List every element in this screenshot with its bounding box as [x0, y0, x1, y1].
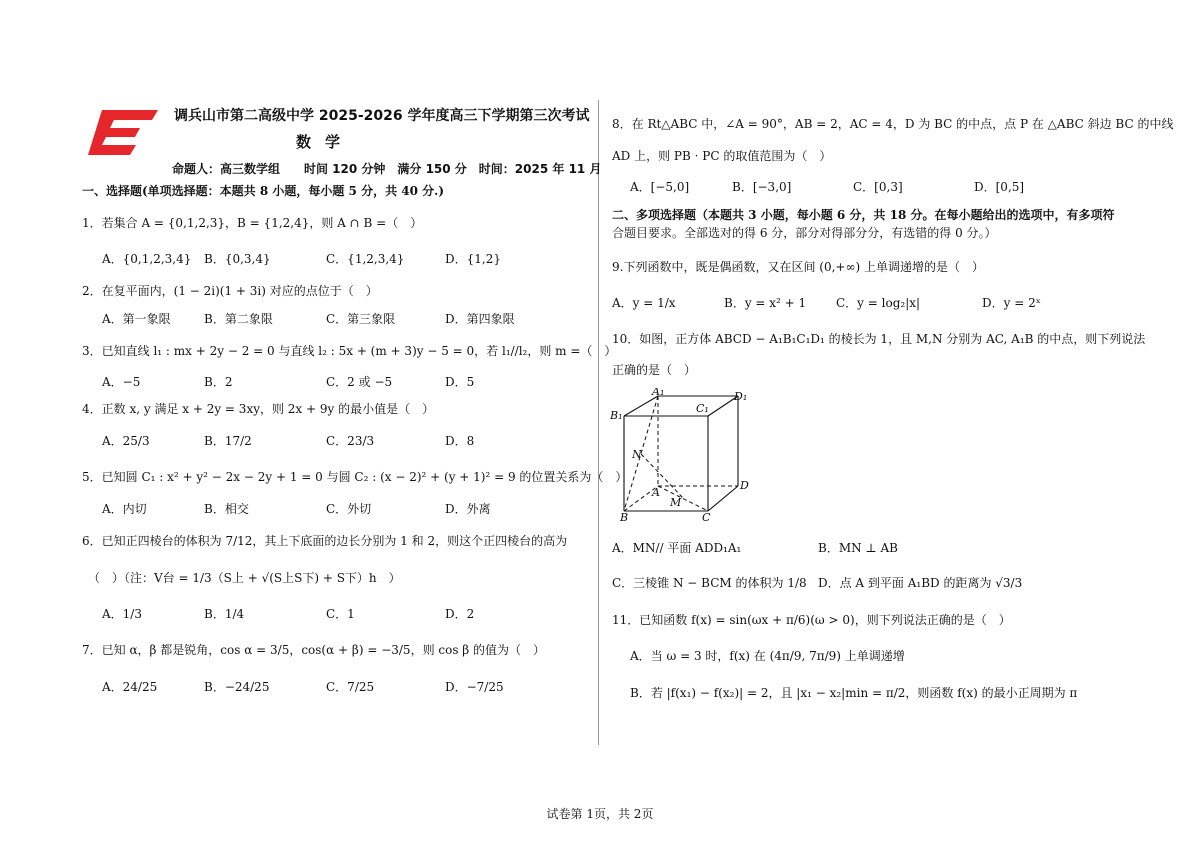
segment-n-m — [641, 454, 683, 498]
q1-option-a: A．{0,1,2,3,4} — [102, 252, 192, 266]
q10-option-c: C．三棱锥 N − BCM 的体积为 1/8 — [612, 576, 807, 590]
q3-option-d: D．5 — [445, 375, 475, 389]
q5-stem: 5．已知圆 C₁ : x² + y² − 2x − 2y + 1 = 0 与圆 C₂ : (x − 2)² + (y + 1)² = 9 的位置关系为（ ） — [82, 470, 628, 484]
q5-option-c: C．外切 — [326, 502, 372, 516]
q4-option-c: C．23/3 — [326, 434, 375, 448]
q1-option-b: B．{0,3,4} — [204, 252, 271, 266]
q6-option-a: A．1/3 — [102, 607, 142, 621]
column-divider — [598, 100, 599, 745]
diag-a-c — [658, 486, 708, 511]
q1-stem: 1．若集合 A = {0,1,2,3}，B = {1,2,4}，则 A ∩ B =（ ） — [82, 216, 423, 230]
q7-stem: 7．已知 α，β 都是锐角，cos α = 3/5，cos(α + β) = −3/5，则 cos β 的值为（ ） — [82, 643, 546, 657]
q10-option-d: D．点 A 到平面 A₁BD 的距离为 √3/3 — [818, 576, 1023, 590]
section2-heading: 二、多项选择题（本题共 3 小题，每小题 6 分，共 18 分。在每小题给出的选项中，有多项符 — [612, 208, 1115, 222]
q5-option-b: B．相交 — [204, 502, 249, 516]
q8-option-c: C．[0,3] — [853, 180, 903, 194]
q9-stem: 9.下列函数中，既是偶函数，又在区间 (0,+∞) 上单调递增的是（ ） — [612, 260, 984, 274]
q8-option-d: D．[0,5] — [974, 180, 1025, 194]
q6-formula-note: （ ）（注：V台 = 1/3（S上 + √(S上S下) + S下）h ） — [88, 571, 401, 585]
q5-option-a: A．内切 — [102, 502, 147, 516]
q4-stem: 4．正数 x, y 满足 x + 2y = 3xy，则 2x + 9y 的最小值是（ ） — [82, 402, 435, 416]
q3-option-a: A．−5 — [102, 375, 141, 389]
q7-option-d: D．−7/25 — [445, 680, 504, 694]
q6-option-b: B．1/4 — [204, 607, 245, 621]
q9-option-a: A．y = 1/x — [612, 296, 676, 310]
q10-stem: 10．如图，正方体 ABCD − A₁B₁C₁D₁ 的棱长为 1，且 M,N 分别为 AC, A₁B 的中点，则下列说法 — [612, 332, 1146, 346]
cube-figure — [610, 388, 760, 523]
exam-title: 调兵山市第二高级中学 2025-2026 学年度高三下学期第三次考试 — [174, 108, 590, 124]
label-n: N — [632, 448, 642, 461]
q11-option-b: B．若 |f(x₁) − f(x₂)| = 2，且 |x₁ − x₂|min = π/2，则函数 f(x) 的最小正周期为 π — [630, 686, 1078, 700]
q7-option-b: B．−24/25 — [204, 680, 270, 694]
q2-option-b: B．第二象限 — [204, 312, 273, 326]
q4-option-d: D．8 — [445, 434, 475, 448]
label-b: B — [620, 511, 629, 523]
q7-option-c: C．7/25 — [326, 680, 375, 694]
q10-stem-cont: 正确的是（ ） — [612, 363, 697, 377]
q9-option-b: B．y = x² + 1 — [724, 296, 807, 310]
q7-option-a: A．24/25 — [102, 680, 158, 694]
label-c: C — [702, 511, 711, 523]
section1-heading: 一、选择题(单项选择题：本题共 8 小题，每小题 5 分，共 40 分.) — [82, 184, 445, 198]
label-d1: D₁ — [734, 390, 748, 403]
label-b1: B₁ — [610, 409, 623, 422]
school-logo-icon — [88, 108, 160, 156]
label-c1: C₁ — [696, 402, 709, 415]
q11-stem: 11．已知函数 f(x) = sin(ωx + π/6)(ω > 0)，则下列说法正确的是（ ） — [612, 613, 1011, 627]
label-a1: A₁ — [652, 388, 665, 398]
q6-option-d: D．2 — [445, 607, 475, 621]
q3-stem: 3．已知直线 l₁ : mx + 2y − 2 = 0 与直线 l₂ : 5x + (m + 3)y − 5 = 0，若 l₁//l₂，则 m =（ ） — [82, 344, 617, 358]
q4-option-b: B．17/2 — [204, 434, 252, 448]
q6-option-c: C．1 — [326, 607, 355, 621]
q8-option-a: A．[−5,0] — [630, 180, 690, 194]
q5-option-d: D．外离 — [445, 502, 491, 516]
q9-option-c: C．y = log₂|x| — [836, 296, 921, 310]
label-a: A — [652, 486, 660, 499]
q4-option-a: A．25/3 — [102, 434, 150, 448]
q3-option-c: C．2 或 −5 — [326, 375, 393, 389]
exam-meta: 命题人：高三数学组 时间 120 分钟 满分 150 分 时间：2025 年 11 月 — [172, 162, 602, 176]
q2-stem: 2．在复平面内，(1 − 2i)(1 + 3i) 对应的点位于（ ） — [82, 284, 378, 298]
q8-stem: 8．在 Rt△ABC 中，∠A = 90°，AB = 2，AC = 4，D 为 BC 的中点，点 P 在 △ABC 斜边 BC 的中线 — [612, 117, 1174, 131]
q10-option-a: A．MN// 平面 ADD₁A₁ — [612, 541, 742, 555]
q3-option-b: B．2 — [204, 375, 233, 389]
q1-option-c: C．{1,2,3,4} — [326, 252, 405, 266]
q2-option-d: D．第四象限 — [445, 312, 515, 326]
q10-option-b: B．MN ⊥ AB — [818, 541, 899, 555]
q8-stem-cont: AD 上，则 PB · PC 的取值范围为（ ） — [612, 149, 832, 163]
q2-option-a: A．第一象限 — [102, 312, 171, 326]
page-footer: 试卷第 1页，共 2页 — [546, 807, 654, 821]
q8-option-b: B．[−3,0] — [732, 180, 792, 194]
label-d: D — [740, 479, 749, 492]
q1-option-d: D．{1,2} — [445, 252, 501, 266]
q9-option-d: D．y = 2ˣ — [982, 296, 1041, 310]
subject-title: 数学 — [296, 133, 355, 151]
q11-option-a: A．当 ω = 3 时，f(x) 在 (4π/9, 7π/9) 上单调递增 — [630, 649, 905, 663]
edge-c-d — [708, 486, 738, 511]
label-m: M — [670, 496, 682, 509]
section2-heading-cont: 合题目要求。全部选对的得 6 分，部分对得部分分，有选错的得 0 分。） — [612, 226, 997, 240]
q6-stem: 6．已知正四棱台的体积为 7/12，其上下底面的边长分别为 1 和 2，则这个正四棱台的高为 — [82, 534, 568, 548]
q2-option-c: C．第三象限 — [326, 312, 396, 326]
